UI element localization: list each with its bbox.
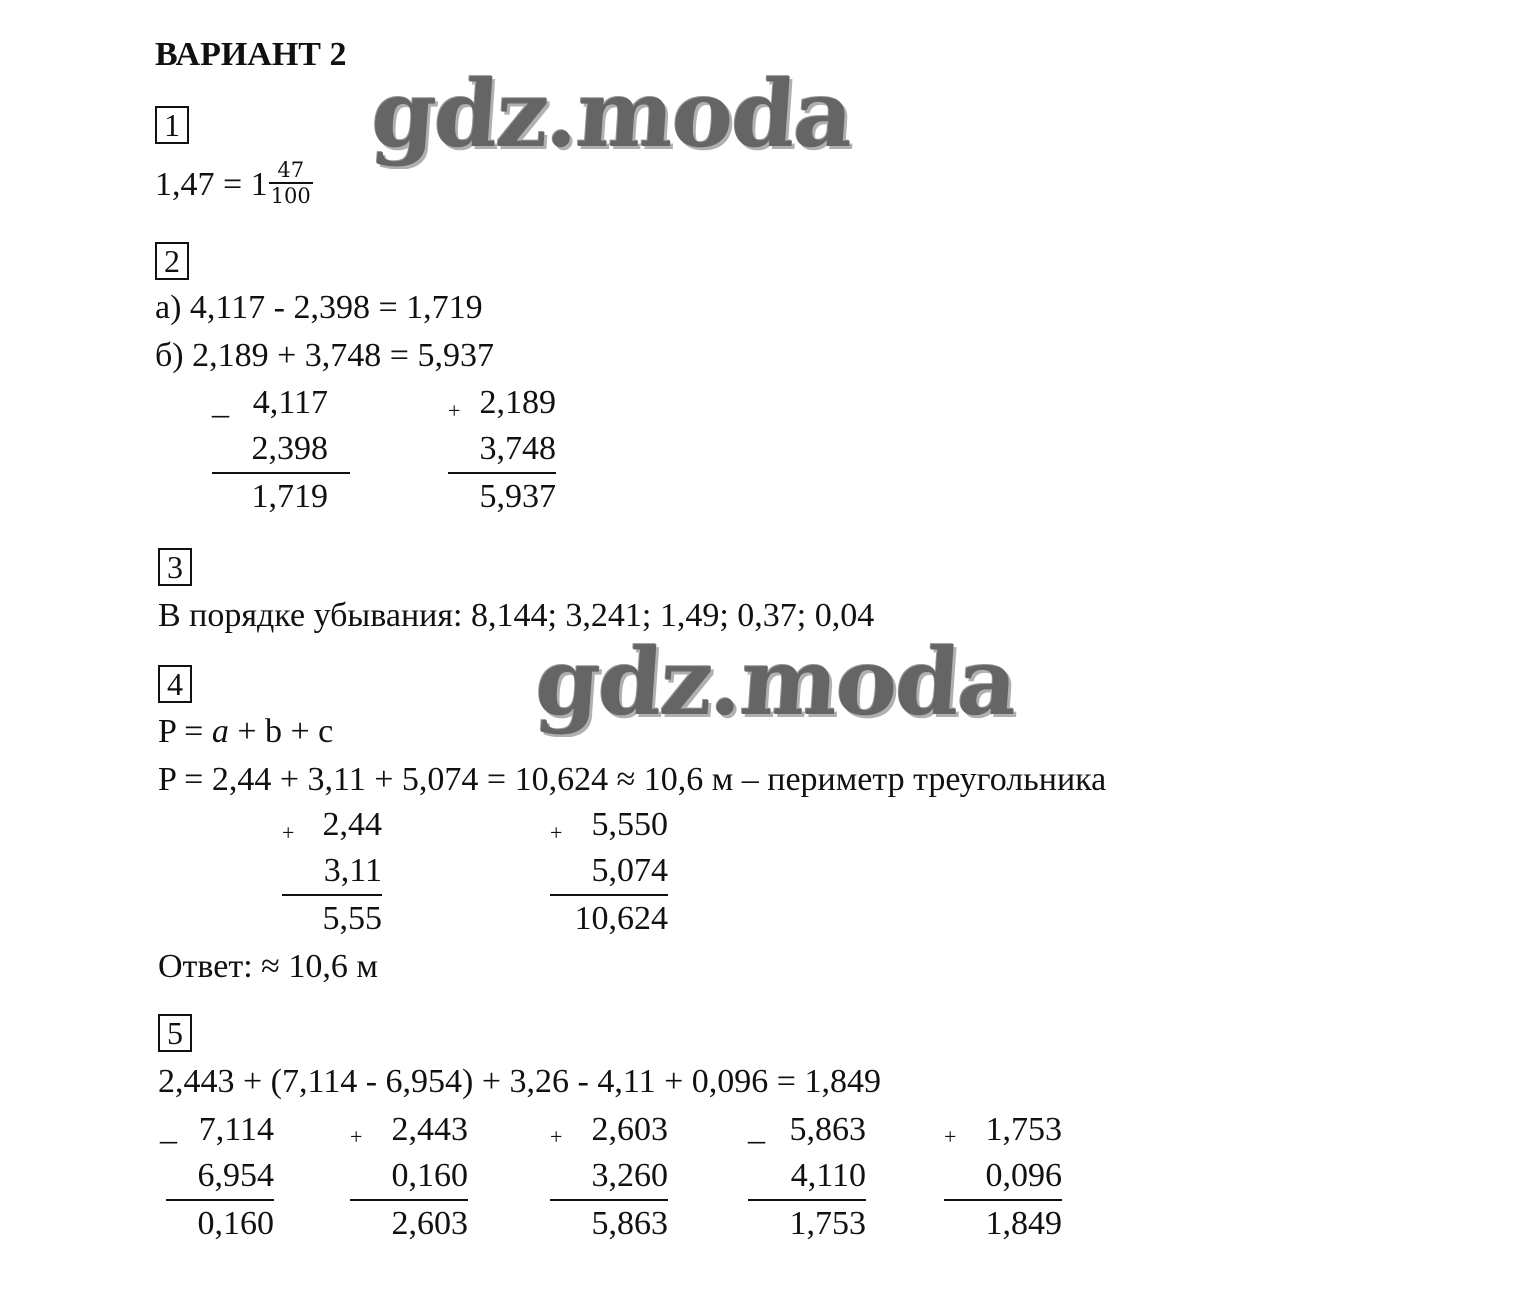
fraction-numerator: 47 [269,158,313,184]
column-result: 5,55 [322,900,382,937]
task-2-number: 2 [155,242,189,280]
task-5-col2-operator: + [350,1124,363,1149]
task-1-fraction [269,158,313,208]
task-4-number: 4 [158,665,192,703]
task-5-column-4 [748,1107,866,1247]
column-bottom: 4,110 [748,1153,866,1201]
task-2-line-b: б) 2,189 + 3,748 = 5,937 [155,337,494,374]
task-2-column-addition [448,380,556,520]
task-5-expression: 2,443 + (7,114 - 6,954) + 3,26 - 4,11 + 0,096 = 1,849 [158,1063,881,1100]
task-1-number: 1 [155,106,189,144]
column-bottom: 0,096 [944,1153,1062,1201]
task-2-col1-operator: _ [212,384,229,421]
column-bottom: 5,074 [550,848,668,896]
column-result: 1,753 [789,1205,866,1242]
formula-rest: + b + c [228,713,334,750]
task-2-column-subtraction [212,380,350,520]
task-2-line-a: а) 4,117 - 2,398 = 1,719 [155,289,483,326]
column-result: 1,849 [985,1205,1062,1242]
formula-a: a [211,713,229,750]
column-result: 1,719 [251,478,328,515]
column-top: 2,603 [591,1111,668,1148]
column-bottom: 3,11 [282,848,382,896]
column-result: 5,863 [591,1205,668,1242]
task-5-col3-operator: + [550,1124,563,1149]
column-top: 5,863 [789,1111,866,1148]
task-4-col2-operator: + [550,820,563,845]
task-3-answer: В порядке убывания: 8,144; 3,241; 1,49; 0,37; 0,04 [158,597,875,634]
task-1-answer [155,158,313,212]
task-4-calculation: P = 2,44 + 3,11 + 5,074 = 10,624 ≈ 10,6 м – периметр треугольника [158,761,1107,798]
task-5-number: 5 [158,1014,192,1052]
column-top: 5,550 [591,806,668,843]
task-3-number: 3 [158,548,192,586]
column-bottom: 2,398 [212,426,350,474]
column-result: 0,160 [197,1205,274,1242]
column-bottom: 3,748 [448,426,556,474]
column-top: 2,443 [391,1111,468,1148]
task-4-answer: Ответ: ≈ 10,6 м [158,948,378,985]
task-5-column-1 [166,1107,274,1247]
formula-p: P = [158,713,212,750]
task-5-col5-operator: + [944,1124,957,1149]
task-4-col1-operator: + [282,820,295,845]
task-5-col4-operator: _ [748,1110,765,1147]
column-bottom: 0,160 [350,1153,468,1201]
task-4-column-1 [282,802,382,942]
column-top: 2,44 [322,806,382,843]
task-5-col1-operator: _ [160,1110,177,1147]
column-top: 1,753 [985,1111,1062,1148]
watermark-logo-top: gdz.moda [368,60,856,168]
column-top: 7,114 [198,1111,274,1148]
fraction-denominator: 100 [270,184,311,208]
task-5-column-2 [350,1107,468,1247]
task-4-formula [158,712,333,752]
task-5-column-3 [550,1107,668,1247]
page-title: ВАРИАНТ 2 [155,36,347,73]
column-bottom: 3,260 [550,1153,668,1201]
column-result: 2,603 [391,1205,468,1242]
watermark-logo-middle: gdz.moda [532,628,1020,736]
task-2-col2-operator: + [448,398,461,423]
column-result: 10,624 [574,900,668,937]
column-bottom: 6,954 [166,1153,274,1201]
task-5-column-5 [944,1107,1062,1247]
task-4-column-2 [550,802,668,942]
task-1-lhs: 1,47 = 1 [155,165,268,203]
column-top: 4,117 [252,384,328,421]
column-top: 2,189 [479,384,556,421]
column-result: 5,937 [479,478,556,515]
